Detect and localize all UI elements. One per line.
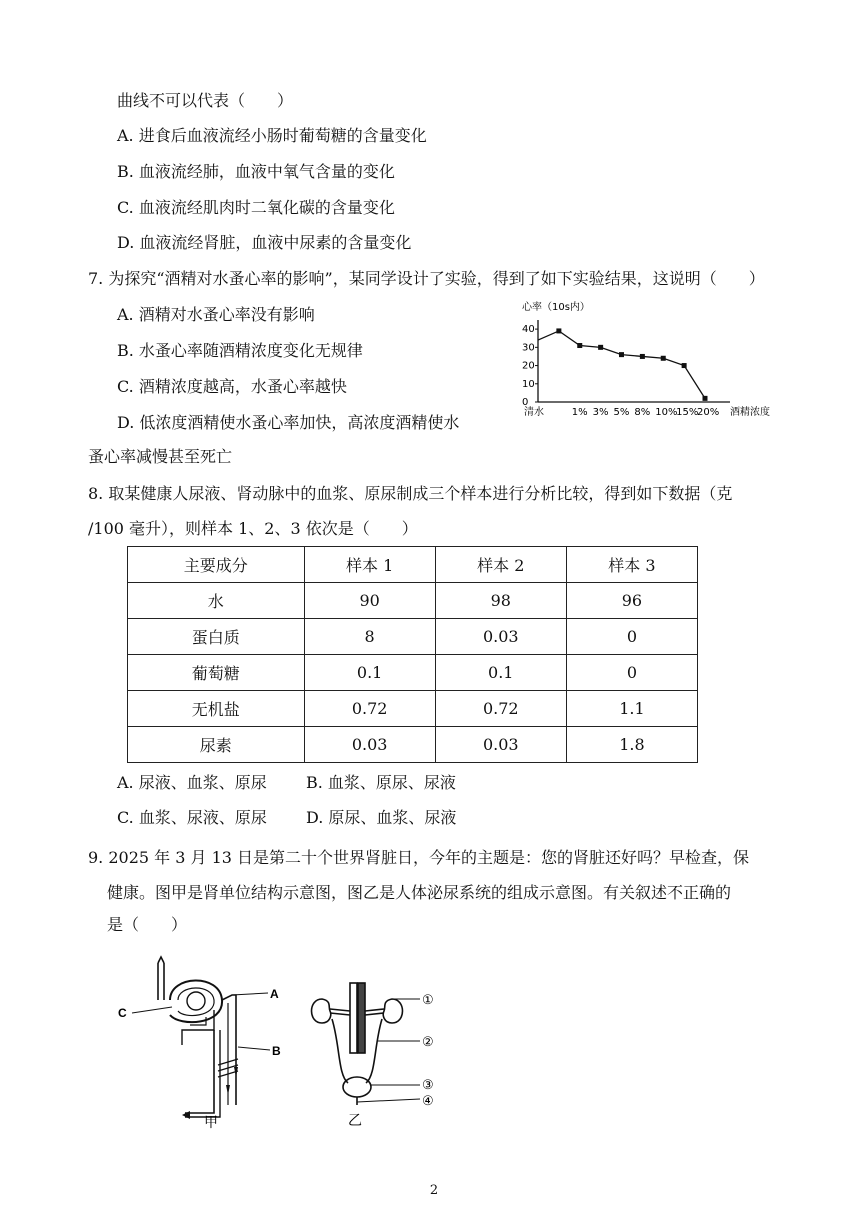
chart-y-tick-label: 40 [522,324,535,336]
urinary-label-4: ④ [422,1094,434,1109]
table-cell: 8 [304,619,435,655]
table-cell: 蛋白质 [128,619,305,655]
chart-x-tick-label: 8% [634,407,651,418]
chart-y-tick-label: 20 [522,360,535,372]
table-cell: 0.72 [304,691,435,727]
q8-stem-line2: /100 毫升），则样本 1、2、3 依次是（ ） [88,519,418,538]
chart-x-tick-label: 10% [655,407,678,418]
q8-option-b: B. 血浆、原尿、尿液 [306,773,456,792]
table-cell: 0.03 [304,727,435,763]
table-header-cell: 样本 3 [566,547,697,583]
q8-option-a: A. 尿液、血浆、原尿 [117,773,267,792]
table-cell: 0.03 [435,619,566,655]
q6-stem-tail: 曲线不可以代表（ ） [117,91,294,110]
q6-option-d: D. 血液流经肾脏，血液中尿素的含量变化 [117,233,412,252]
table-cell: 0 [566,655,697,691]
q7-option-d: D. 低浓度酒精使水蚤心率加快，高浓度酒精使水 [117,413,460,432]
urinary-caption: 乙 [348,1113,362,1129]
chart-data-point [682,363,687,368]
chart-x-tick-label: 1% [571,407,588,418]
table-cell: 98 [435,583,566,619]
q7-option-b: B. 水蚤心率随酒精浓度变化无规律 [117,341,363,360]
q9-stem-line1: 9. 2025 年 3 月 13 日是第二十个世界肾脏日，今年的主题是：您的肾脏还好吗？早检查，保 [88,848,750,867]
chart-x-tick-label: 5% [613,407,630,418]
table-header-row [128,547,698,583]
table-cell: 水 [128,583,305,619]
q6-option-c: C. 血液流经肌肉时二氧化碳的含量变化 [117,198,395,217]
chart-y-tick-label: 10 [522,378,535,390]
q8-option-c: C. 血浆、尿液、原尿 [117,808,267,827]
chart-x-tick-label: 3% [592,407,609,418]
table-cell: 0.1 [435,655,566,691]
table-cell: 1.1 [566,691,697,727]
table-row [128,727,698,763]
table-cell: 96 [566,583,697,619]
nephron-label-c: C [118,1006,127,1020]
urinary-label-2: ② [422,1035,434,1050]
nephron-label-b: B [272,1044,281,1058]
chart-data-point [598,345,603,350]
table-header-cell: 主要成分 [128,547,305,583]
heart-rate-chart [500,298,790,423]
table-header-cell: 样本 1 [304,547,435,583]
table-cell: 尿素 [128,727,305,763]
urinary-label-1: ① [422,993,434,1008]
q9-stem-line3: 是（ ） [107,915,188,934]
chart-data-point [661,356,666,361]
table-cell: 无机盐 [128,691,305,727]
table-cell: 1.8 [566,727,697,763]
page-number: 2 [429,1183,439,1198]
q9-stem-line2: 健康。图甲是肾单位结构示意图，图乙是人体泌尿系统的组成示意图。有关叙述不正确的 [107,883,732,902]
chart-y-axis-label: 心率（10s内） [522,302,590,313]
chart-data-point [640,354,645,359]
nephron-caption: 甲 [204,1115,218,1130]
urinary-system-diagram [300,975,460,1130]
chart-data-point [619,352,624,357]
chart-x-tick-label: 清水 [524,407,544,418]
chart-series-line [538,331,705,398]
chart-x-axis-label: 酒精浓度 [730,407,770,418]
q7-option-c: C. 酒精浓度越高，水蚤心率越快 [117,377,347,396]
q8-option-d: D. 原尿、血浆、尿液 [306,808,457,827]
table-cell: 90 [304,583,435,619]
chart-data-point [577,343,582,348]
table-row [128,655,698,691]
table-cell: 0.1 [304,655,435,691]
q6-option-a: A. 进食后血液流经小肠时葡萄糖的含量变化 [117,126,427,145]
q7-option-a: A. 酒精对水蚤心率没有影响 [117,305,315,324]
table-cell: 葡萄糖 [128,655,305,691]
nephron-diagram [110,955,300,1130]
sample-table [127,546,698,763]
chart-x-tick-label: 20% [697,407,720,418]
q7-option-d-continued: 蚤心率减慢甚至死亡 [88,447,233,466]
nephron-label-a: A [270,987,279,1001]
q8-stem-line1: 8. 取某健康人尿液、肾动脉中的血浆、原尿制成三个样本进行分析比较，得到如下数据（克 [88,484,733,503]
chart-y-tick-label: 30 [522,342,535,354]
table-row [128,619,698,655]
table-cell: 0 [566,619,697,655]
table-row [128,691,698,727]
table-row [128,583,698,619]
chart-data-point [703,396,708,401]
q6-option-b: B. 血液流经肺，血液中氧气含量的变化 [117,162,395,181]
table-header-cell: 样本 2 [435,547,566,583]
table-cell: 0.03 [435,727,566,763]
table-cell: 0.72 [435,691,566,727]
chart-data-point [556,328,561,333]
urinary-label-3: ③ [422,1078,434,1093]
chart-y-tick-label: 0 [522,397,529,408]
q7-stem: 7. 为探究“酒精对水蚤心率的影响”，某同学设计了实验，得到了如下实验结果，这说明（ ） [88,269,765,288]
chart-x-tick-label: 15% [676,407,699,418]
